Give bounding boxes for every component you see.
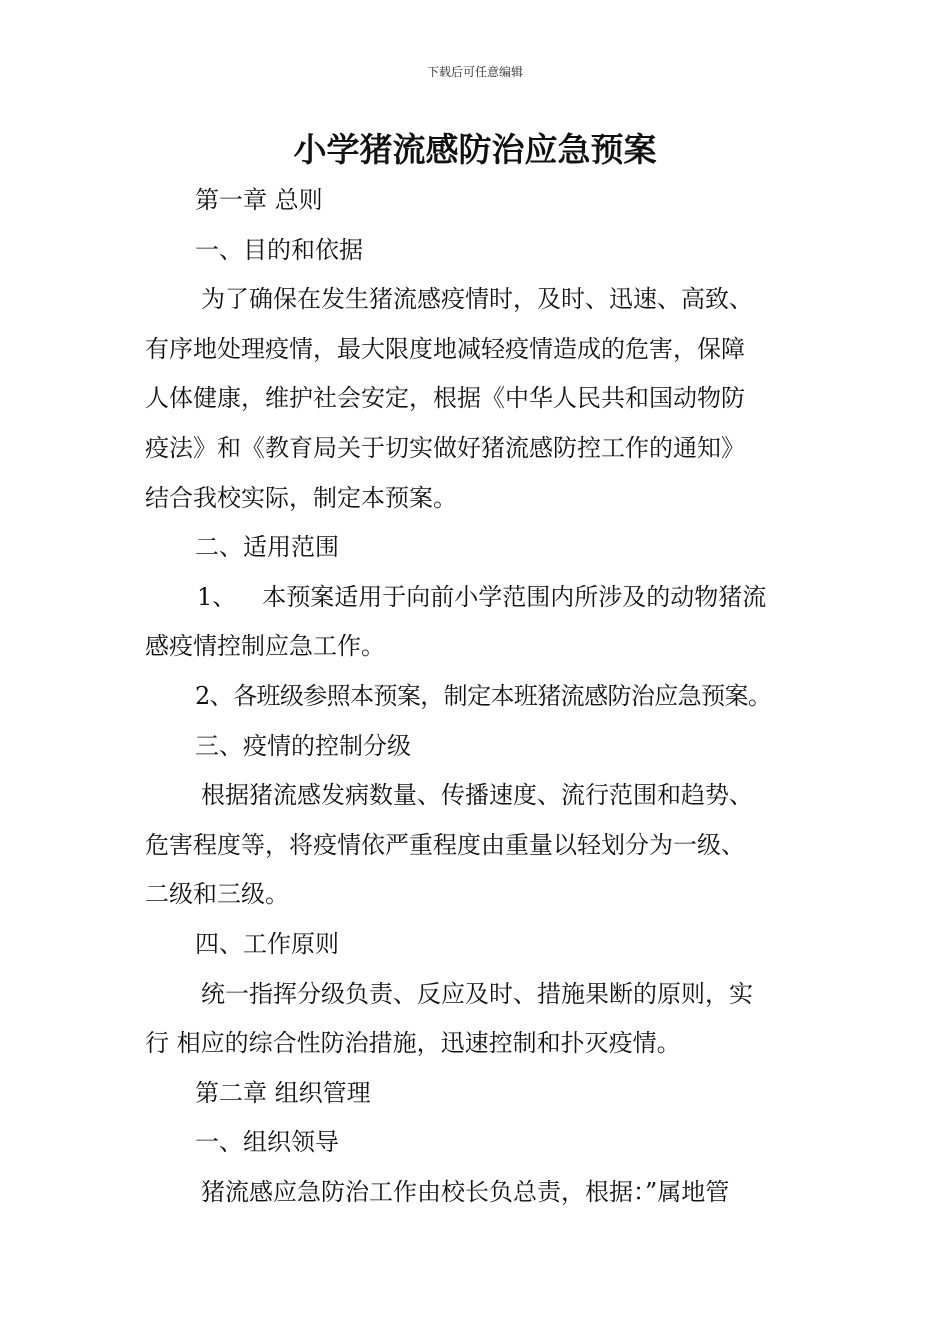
purpose-paragraph-line: 人体健康，维护社会安定，根据《中华人民共和国动物防 (145, 384, 745, 413)
document-title: 小学猪流感防治应急预案 (293, 130, 657, 169)
scope-item-1-number: 1、 (197, 582, 237, 611)
header-note: 下载后可任意编辑 (426, 65, 523, 79)
grading-paragraph-line: 根据猪流感发病数量、传播速度、流行范围和趋势、 (201, 781, 753, 810)
section-purpose-heading: 一、目的和依据 (195, 235, 363, 264)
purpose-paragraph-line: 疫法》和《教育局关于切实做好猪流感防控工作的通知》 (145, 433, 745, 462)
chapter-1-heading: 第一章 总则 (195, 186, 323, 214)
scope-item-1-text: 本预案适用于向前小学范围内所涉及的动物猪流 (262, 582, 767, 611)
scope-item-1-line (145, 573, 813, 623)
document-body (145, 176, 813, 1217)
section-scope-heading: 二、适用范围 (195, 533, 339, 562)
purpose-paragraph-line: 结合我校实际，制定本预案。 (145, 483, 457, 512)
purpose-paragraph-line: 有序地处理疫情，最大限度地减轻疫情造成的危害，保障 (145, 334, 745, 363)
scope-item-2: 2、各班级参照本预案，制定本班猪流感防治应急预案。 (195, 681, 772, 710)
chapter-2-heading: 第二章 组织管理 (195, 1078, 371, 1107)
principles-paragraph-line: 统一指挥分级负责、反应及时、措施果断的原则，实 (201, 979, 753, 1008)
grading-paragraph-line: 危害程度等，将疫情依严重程度由重量以轻划分为一级、 (145, 830, 745, 859)
section-grading-heading: 三、疫情的控制分级 (195, 731, 411, 760)
section-principles-heading: 四、工作原则 (195, 929, 339, 958)
grading-paragraph-line: 二级和三级。 (145, 880, 289, 909)
leadership-paragraph-line: 猪流感应急防治工作由校长负总责，根据：”属地管 (201, 1177, 730, 1206)
scope-item-1-line: 感疫情控制应急工作。 (145, 632, 385, 661)
principles-paragraph-line: 行 相应的综合性防治措施，迅速控制和扑灭疫情。 (145, 1029, 681, 1058)
section-leadership-heading: 一、组织领导 (195, 1128, 339, 1157)
purpose-paragraph-line: 为了确保在发生猪流感疫情时，及时、迅速、高致、 (201, 285, 753, 314)
